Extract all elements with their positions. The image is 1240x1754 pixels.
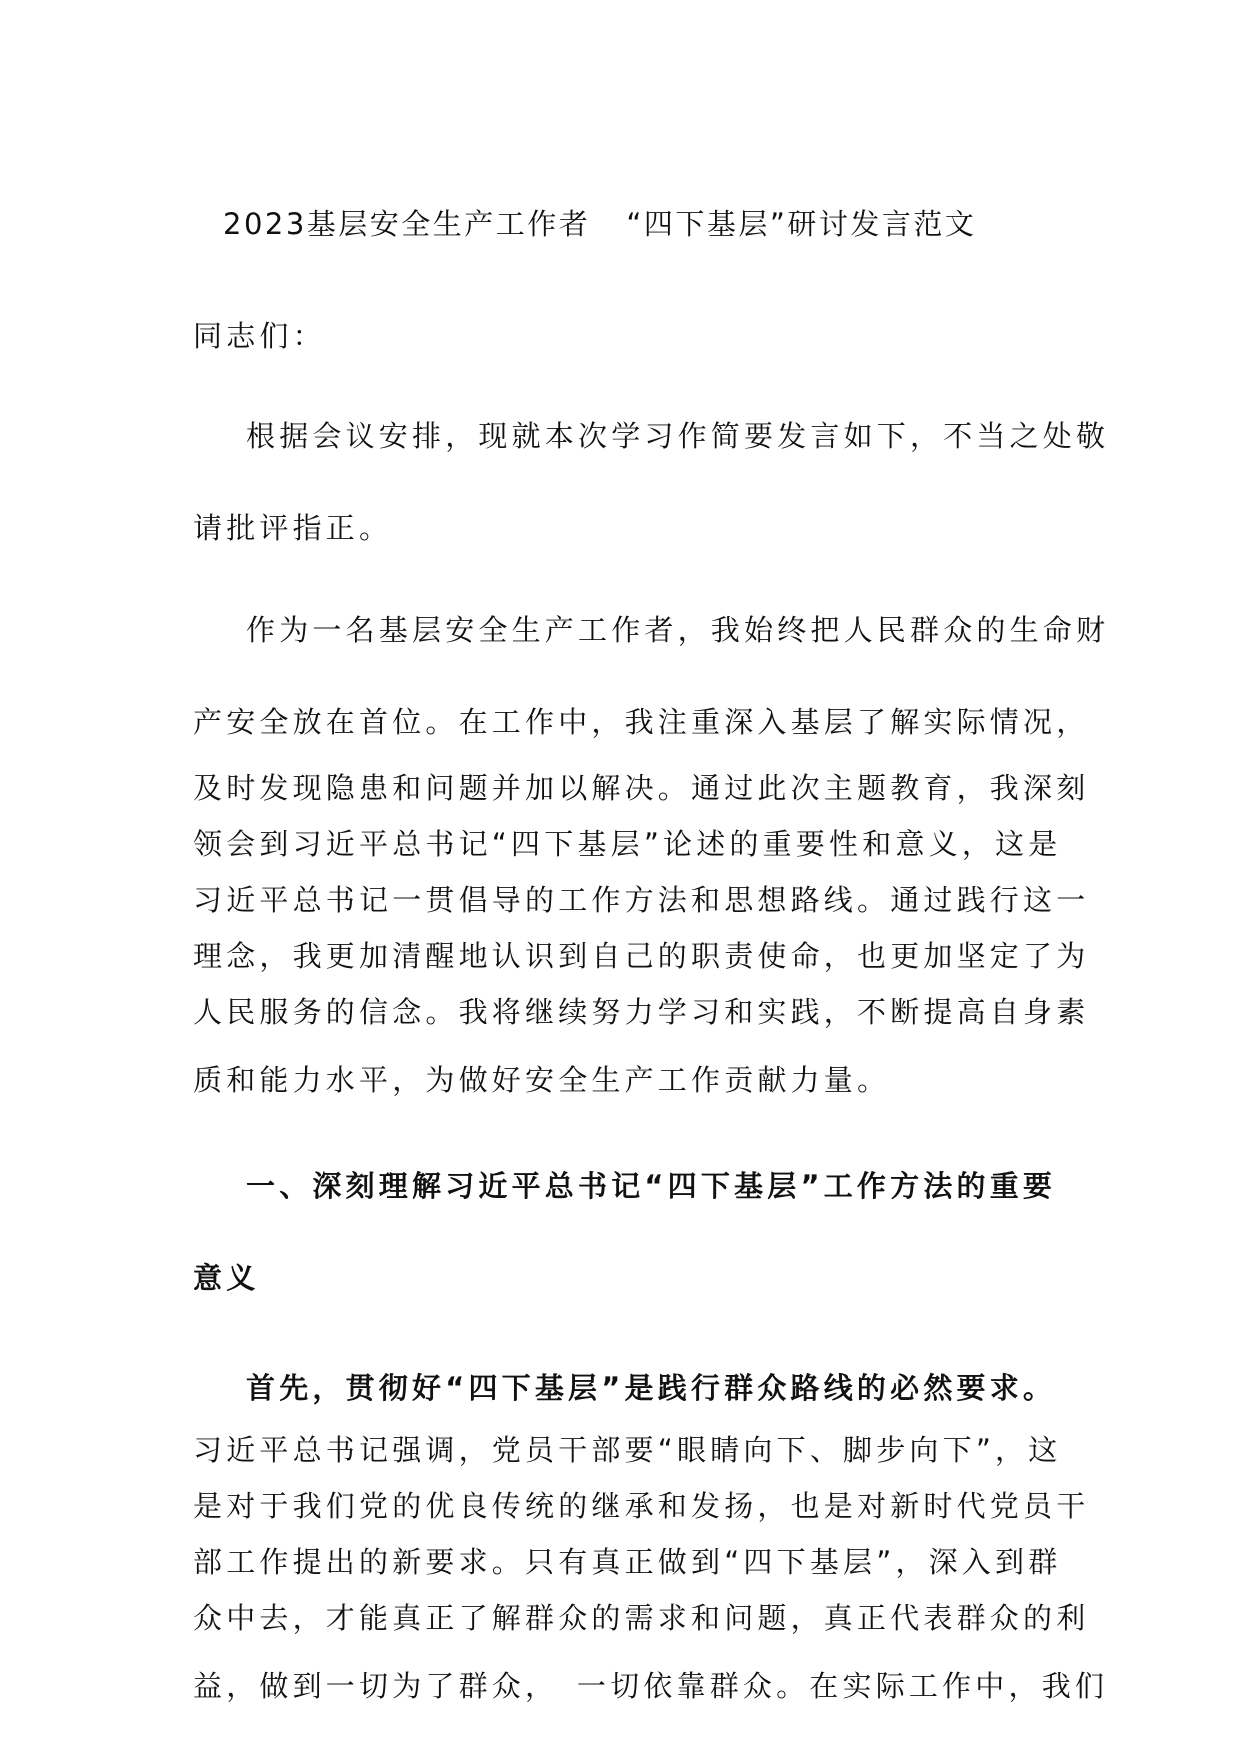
body-line: 习近平总书记强调，党员干部要“眼睛向下、脚步向下”，这 — [193, 1433, 1062, 1467]
body-line: 部工作提出的新要求。只有真正做到“四下基层”，深入到群 — [193, 1545, 1062, 1579]
section-heading: 一、深刻理解习近平总书记“四下基层”工作方法的重要 — [246, 1169, 1057, 1203]
body-line: 是对于我们党的优良传统的继承和发扬，也是对新时代党员干 — [193, 1489, 1090, 1523]
body-line: 益，做到一切为了群众， 一切依靠群众。在实际工作中，我们 — [193, 1669, 1109, 1703]
document-title — [223, 206, 976, 242]
title-part-2: “四下基层”研讨发言范文 — [626, 207, 977, 241]
salutation: 同志们： — [193, 319, 326, 353]
body-line: 众中去，才能真正了解群众的需求和问题，真正代表群众的利 — [193, 1601, 1090, 1635]
body-line: 人民服务的信念。我将继续努力学习和实践，不断提高自身素 — [193, 995, 1090, 1029]
body-line: 理念，我更加清醒地认识到自己的职责使命，也更加坚定了为 — [193, 939, 1090, 973]
title-part-1: 2023基层安全生产工作者 — [223, 207, 591, 241]
body-line: 质和能力水平，为做好安全生产工作贡献力量。 — [193, 1063, 891, 1097]
body-line: 领会到习近平总书记“四下基层”论述的重要性和意义，这是 — [193, 827, 1062, 861]
section-heading-continued: 意义 — [193, 1261, 260, 1295]
body-line: 根据会议安排，现就本次学习作简要发言如下，不当之处敬 — [246, 419, 1110, 453]
body-line: 及时发现隐患和问题并加以解决。通过此次主题教育，我深刻 — [193, 771, 1090, 805]
paragraph-lead: 首先，贯彻好“四下基层”是践行群众路线的必然要求。 — [246, 1371, 1057, 1405]
body-line: 作为一名基层安全生产工作者，我始终把人民群众的生命财 — [246, 613, 1110, 647]
body-line: 请批评指正。 — [193, 511, 393, 545]
body-line: 产安全放在首位。在工作中，我注重深入基层了解实际情况， — [193, 705, 1090, 739]
body-line: 习近平总书记一贯倡导的工作方法和思想路线。通过践行这一 — [193, 883, 1090, 917]
